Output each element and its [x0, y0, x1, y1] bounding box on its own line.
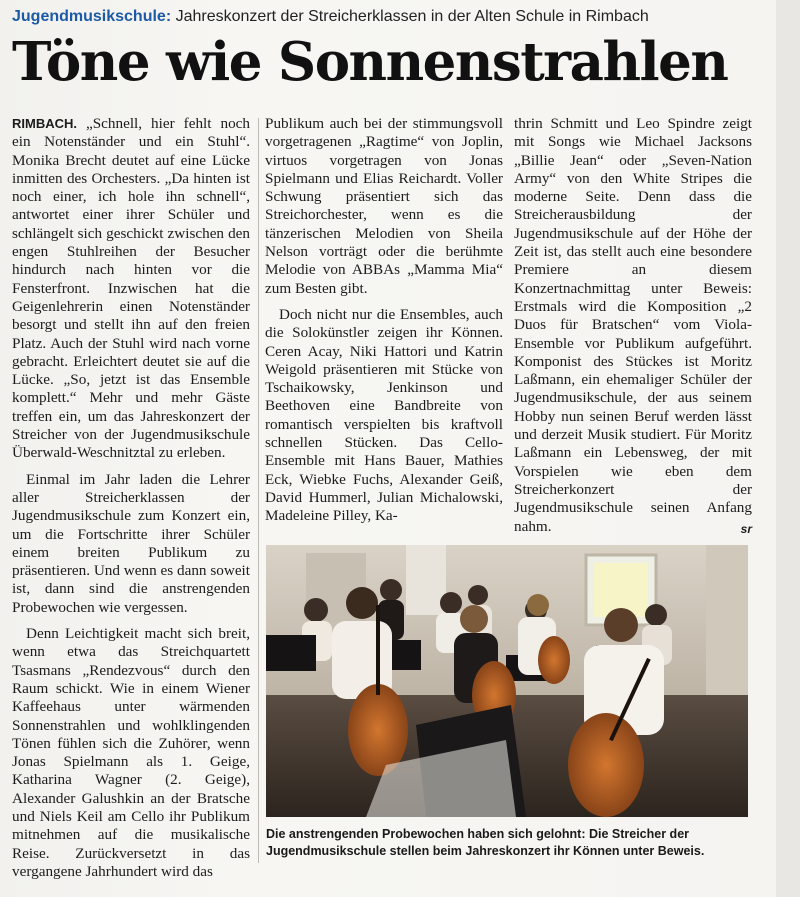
paragraph: Einmal im Jahr laden die Lehrer aller Streicherklassen der Jugendmusikschule zum Konzert ein, um die Fortschritte ihrer Schüler einem breiten Publikum zu präsentieren. Und wenn es dann soweit ist, dann sind die anstrengenden Probewochen wie vergessen. [12, 470, 250, 616]
photo-caption: Die anstrengenden Probewochen haben sich gelohnt: Die Streicher der Jugendmusikschule stellen beim Jahreskonzert ihr Können unter Beweis. [266, 827, 705, 858]
kicker-line [12, 8, 772, 26]
paragraph: Publikum auch bei der stimmungsvoll vorgetragenen „Ragtime“ von Joplin, virtuos vorgetragen von Jonas Spielmann und Elias Reichardt. Voller Schwung präsentiert sich das Streichorchester, wenn es die tänzerischen Melodien von Sheila Nelson vorträgt oder die berühmte Melodie von ABBAs „Mamma Mia“ zum Besten gibt. [265, 115, 503, 297]
kicker-subtitle: Jahreskonzert der Streicherklassen in der Alten Schule in Rimbach [175, 8, 649, 25]
article-column-3 [514, 115, 752, 544]
paragraph-text: „Schnell, hier fehlt noch ein Notenständer und ein Stuhl“. Monika Brecht deutet auf eine Lücke inmitten des Orchesters. „Da hinten ist noch einer, ich hole ihn schnell“, antwortet einer ihrer Schüler und schlängelt sich geschickt zwischen den engen Stuhlreihen der Besucher hindurch nach hinten vor die Fensterfront. Inzwischen hat die Geigenlehrerin einen Notenständer besorgt und stellt ihn auf den freien Platz. Auch der Stuhl wird nach vorne gebracht. Erleichtert deutet sie auf die Lücke. „So, jetzt ist das Ensemble komplett.“ Mehr und mehr Gäste treffen ein, um das Jahreskonzert der Streicher von der Jugendmusikschule Überwald-Weschnitztal zu erleben. [12, 115, 250, 462]
article-column-2 [265, 115, 503, 534]
column-divider [258, 118, 259, 863]
dateline: RIMBACH. [12, 116, 77, 131]
photo-illustration [266, 545, 748, 817]
paragraph: Doch nicht nur die Ensembles, auch die Solokünstler zeigen ihr Können. Ceren Acay, Niki Hattori und Katrin Weigold präsentieren mit Stücke von Tschaikowsky, Jenkinson und Beethoven eine Bandbreite von romantisch verspielten bis kraftvoll schnellen Stücken. Das Cello-Ensemble mit Hans Bauer, Mathies Eck, Wiebke Fuchs, Alexander Geiß, David Hummerl, Julian Michalowski, Madeleine Pilley, Ka- [265, 305, 503, 525]
paragraph: Denn Leichtigkeit macht sich breit, wenn etwa das Streichquartett Tsasmans „Rendezvous“ durch den Raum schickt. Wie in einem Wiener Kaffeehaus unter wärmenden Sonnenstrahlen und wohlklingenden Tönen fühlen sich die Zuhörer, wenn Jonas Spielmann als 1. Geige, Katharina Wagner (2. Geige), Alexander Galushkin an der Bratsche und Niels Keil am Cello ihr Publikum mitnehmen auf die musikalische Reise. Zurückversetzt in das vergangene Jahrhundert wird das [12, 625, 250, 880]
author-initials: sr [740, 521, 752, 536]
headline: Töne wie Sonnenstrahlen [12, 31, 728, 93]
section-label: Jugendmusikschule: [12, 8, 172, 25]
paragraph [12, 115, 250, 463]
article-column-1 [12, 115, 250, 889]
page-edge [776, 0, 800, 897]
paragraph-text: thrin Schmitt und Leo Spindre zeigt mit Songs wie Michael Jacksons „Billie Jean“ oder „Seven-Nation Army“ von den White Stripes die moderne Seite. Denn dass die Streicherausbildung der Jugendmusikschule auf der Höhe der Zeit ist, das stellt auch eine besondere Premiere an diesem Konzertnachmittag unter Beweis: Erstmals wird die Komposition „2 Duos für Bratschen“ vom Viola-Ensemble vor Publikum aufgeführt. Komponist des Stückes ist Moritz Laßmann, ein ehemaliger Schüler der Jugendmusikschule, der aus seinem Hobby nun seinen Beruf werden lässt und derzeit Musik studiert. Für Moritz Laßmann ein Lebensweg, der mit Vorspielen wie eben dem Streicherkonzert der Jugendmusikschule seinen Anfang nahm. [514, 115, 752, 535]
paragraph [514, 115, 752, 536]
orchestra-photo [266, 545, 748, 817]
